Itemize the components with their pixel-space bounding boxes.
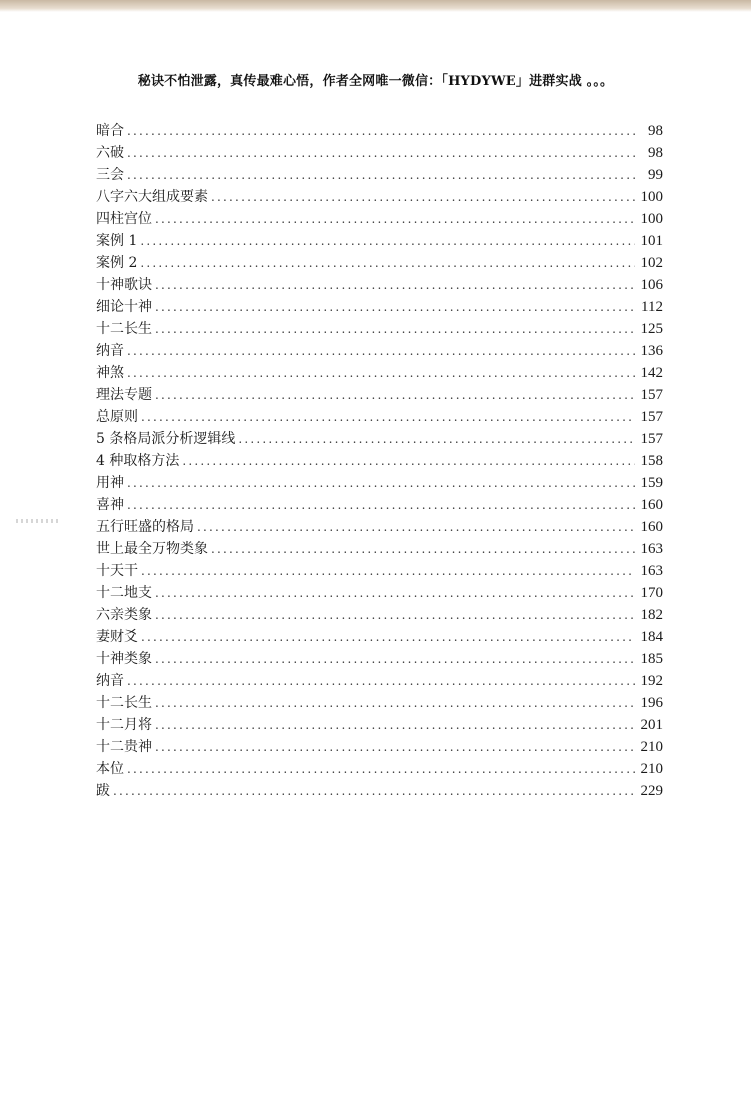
toc-dot-leader <box>155 738 635 756</box>
toc-entry-title: 十二月将 <box>96 717 152 733</box>
toc-entry-title: 六破 <box>96 145 124 161</box>
toc-entry-page-number: 160 <box>640 519 663 535</box>
toc-dot-leader <box>155 298 635 316</box>
toc-entry-title: 喜神 <box>96 497 124 513</box>
toc-entry <box>96 360 663 382</box>
toc-entry-page-number: 98 <box>648 123 663 139</box>
toc-entry <box>96 206 663 228</box>
toc-dot-leader <box>127 166 635 184</box>
scan-top-edge <box>0 0 751 12</box>
toc-entry-page-number: 157 <box>640 431 663 447</box>
toc-entry <box>96 756 663 778</box>
toc-entry <box>96 690 663 712</box>
toc-entry-title: 神煞 <box>96 365 124 381</box>
toc-dot-leader <box>127 364 635 382</box>
toc-entry-page-number: 192 <box>640 673 663 689</box>
toc-entry <box>96 272 663 294</box>
toc-entry <box>96 668 663 690</box>
toc-entry-page-number: 196 <box>640 695 663 711</box>
toc-entry-page-number: 142 <box>640 365 663 381</box>
toc-entry-page-number: 112 <box>641 299 663 315</box>
toc-entry-title: 纳音 <box>96 673 124 689</box>
toc-entry <box>96 118 663 140</box>
toc-entry <box>96 228 663 250</box>
toc-entry-page-number: 185 <box>640 651 663 667</box>
toc-entry-title: 六亲类象 <box>96 607 152 623</box>
toc-entry-page-number: 102 <box>640 255 663 271</box>
toc-dot-leader <box>155 386 635 404</box>
toc-entry <box>96 734 663 756</box>
toc-dot-leader <box>155 584 635 602</box>
toc-entry-title: 本位 <box>96 761 124 777</box>
toc-dot-leader <box>155 694 635 712</box>
toc-dot-leader <box>127 672 635 690</box>
toc-entry <box>96 514 663 536</box>
toc-dot-leader <box>113 782 635 800</box>
page-header-notice: 秘诀不怕泄露，真传最难心悟，作者全网唯一微信：「HYDYWE」进群实战 。。。 <box>137 74 614 89</box>
toc-dot-leader <box>127 760 635 778</box>
toc-entry-page-number: 160 <box>640 497 663 513</box>
toc-entry-title: 十神类象 <box>96 651 152 667</box>
toc-dot-leader <box>155 210 635 228</box>
toc-entry-page-number: 210 <box>640 761 663 777</box>
toc-entry-title: 4 种取格方法 <box>96 453 180 469</box>
toc-dot-leader <box>155 650 635 668</box>
toc-entry-title: 理法专题 <box>96 387 152 403</box>
toc-entry-title: 5 条格局派分析逻辑线 <box>96 431 236 447</box>
toc-entry-title: 十神歌诀 <box>96 277 152 293</box>
toc-dot-leader <box>155 276 635 294</box>
toc-entry <box>96 382 663 404</box>
toc-entry <box>96 712 663 734</box>
toc-entry <box>96 184 663 206</box>
toc-entry-title: 暗合 <box>96 123 124 139</box>
toc-entry-title: 三会 <box>96 167 124 183</box>
toc-entry-title: 案例 2 <box>96 255 138 271</box>
toc-entry-page-number: 101 <box>640 233 663 249</box>
toc-dot-leader <box>140 254 635 272</box>
toc-entry-title: 十二长生 <box>96 321 152 337</box>
toc-dot-leader <box>211 188 635 206</box>
toc-entry-page-number: 158 <box>640 453 663 469</box>
toc-entry-page-number: 98 <box>648 145 663 161</box>
toc-entry-page-number: 184 <box>640 629 663 645</box>
toc-entry-page-number: 159 <box>640 475 663 491</box>
toc-dot-leader <box>197 518 635 536</box>
toc-entry-page-number: 106 <box>640 277 663 293</box>
toc-entry-page-number: 100 <box>640 211 663 227</box>
toc-entry-title: 案例 1 <box>96 233 138 249</box>
toc-dot-leader <box>140 232 635 250</box>
toc-entry-page-number: 170 <box>640 585 663 601</box>
scan-speck <box>16 519 58 523</box>
toc-entry-page-number: 125 <box>640 321 663 337</box>
toc-entry-title: 妻财爻 <box>96 629 138 645</box>
toc-dot-leader <box>155 320 635 338</box>
toc-entry-title: 十天干 <box>96 563 138 579</box>
toc-entry-page-number: 100 <box>640 189 663 205</box>
toc-dot-leader <box>211 540 635 558</box>
toc-dot-leader <box>182 452 635 470</box>
toc-entry-title: 总原则 <box>96 409 138 425</box>
toc-entry <box>96 602 663 624</box>
toc-entry-page-number: 182 <box>640 607 663 623</box>
toc-entry-page-number: 229 <box>640 783 663 799</box>
toc-entry <box>96 492 663 514</box>
toc-dot-leader <box>141 562 635 580</box>
toc-dot-leader <box>141 628 635 646</box>
toc-entry-title: 十二地支 <box>96 585 152 601</box>
toc-entry <box>96 470 663 492</box>
table-of-contents <box>96 118 663 800</box>
toc-dot-leader <box>127 496 635 514</box>
toc-entry <box>96 338 663 360</box>
toc-entry-page-number: 163 <box>640 563 663 579</box>
toc-entry-page-number: 163 <box>640 541 663 557</box>
toc-entry <box>96 448 663 470</box>
toc-entry-page-number: 157 <box>640 409 663 425</box>
toc-entry-title: 用神 <box>96 475 124 491</box>
toc-entry <box>96 316 663 338</box>
toc-entry-title: 五行旺盛的格局 <box>96 519 194 535</box>
toc-entry-title: 十二长生 <box>96 695 152 711</box>
toc-entry <box>96 646 663 668</box>
toc-entry-title: 十二贵神 <box>96 739 152 755</box>
toc-entry <box>96 558 663 580</box>
toc-dot-leader <box>238 430 635 448</box>
toc-entry-title: 世上最全万物类象 <box>96 541 208 557</box>
toc-entry <box>96 294 663 316</box>
toc-entry-title: 四柱宫位 <box>96 211 152 227</box>
toc-entry <box>96 536 663 558</box>
toc-entry-title: 八字六大组成要素 <box>96 189 208 205</box>
toc-entry <box>96 624 663 646</box>
toc-entry-page-number: 201 <box>640 717 663 733</box>
toc-entry <box>96 250 663 272</box>
toc-entry <box>96 778 663 800</box>
toc-entry-page-number: 157 <box>640 387 663 403</box>
toc-entry-title: 纳音 <box>96 343 124 359</box>
toc-entry-page-number: 136 <box>640 343 663 359</box>
toc-entry <box>96 404 663 426</box>
toc-dot-leader <box>127 342 635 360</box>
toc-dot-leader <box>127 144 635 162</box>
toc-dot-leader <box>155 606 635 624</box>
toc-dot-leader <box>127 122 635 140</box>
toc-entry <box>96 580 663 602</box>
toc-entry-page-number: 210 <box>640 739 663 755</box>
toc-entry-page-number: 99 <box>648 167 663 183</box>
toc-entry-title: 跋 <box>96 783 110 799</box>
toc-dot-leader <box>141 408 635 426</box>
toc-entry <box>96 426 663 448</box>
toc-entry <box>96 162 663 184</box>
toc-dot-leader <box>127 474 635 492</box>
toc-dot-leader <box>155 716 635 734</box>
toc-entry <box>96 140 663 162</box>
toc-entry-title: 细论十神 <box>96 299 152 315</box>
